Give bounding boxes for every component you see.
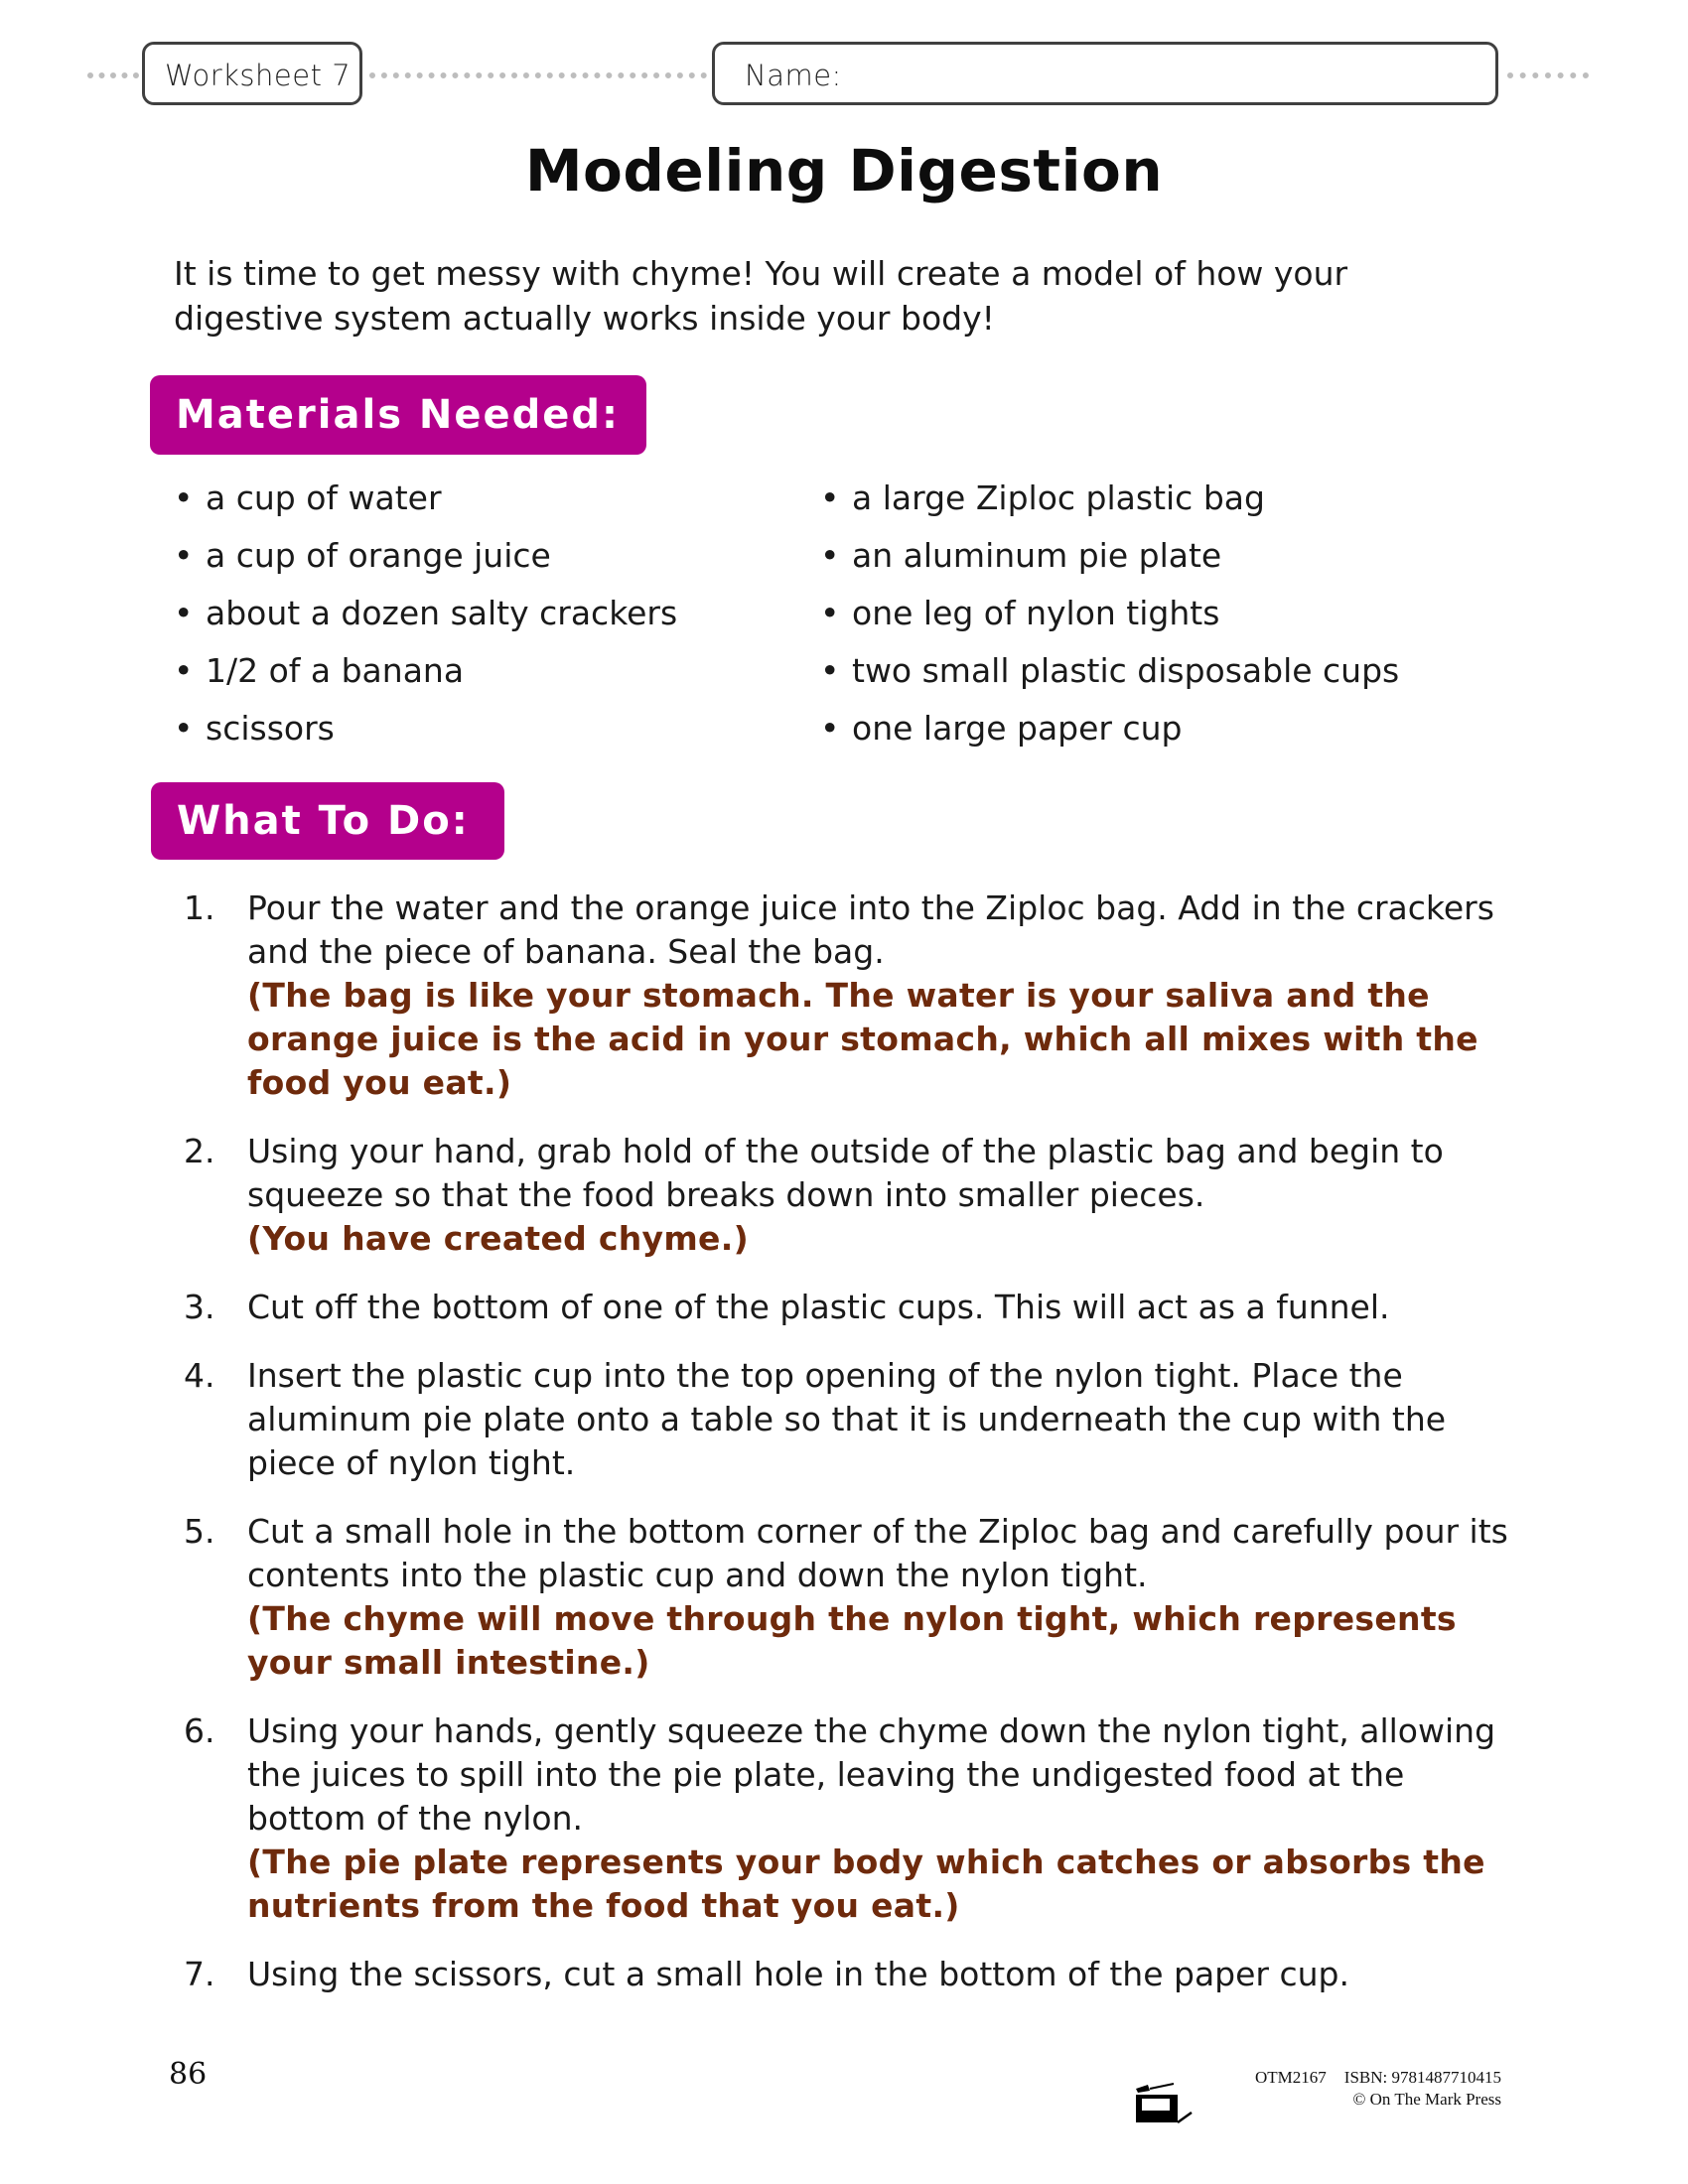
step-item	[184, 1953, 1514, 1996]
step-item	[184, 1510, 1514, 1685]
isbn: ISBN: 9781487710415	[1343, 2068, 1501, 2087]
bullet-icon: •	[820, 478, 840, 517]
step-item	[184, 1354, 1514, 1485]
material-item: • two small plastic disposable cups	[820, 645, 1399, 703]
step-text: Using the scissors, cut a small hole in the bottom of the paper cup.	[247, 1955, 1349, 1993]
step-number: 3.	[184, 1288, 215, 1326]
step-number: 1.	[184, 888, 215, 927]
steps-heading: What To Do:	[177, 798, 470, 844]
bullet-icon: •	[820, 594, 840, 632]
page-title: Modeling Digestion	[524, 137, 1164, 205]
product-code: OTM2167	[1255, 2068, 1327, 2087]
step-note: (The bag is like your stomach. The water is your saliva and the orange juice is the acid in your stomach, which all mixes with the food you eat.)	[247, 976, 1478, 1102]
name-field-label: Name:	[745, 59, 842, 92]
step-item	[184, 1709, 1514, 1928]
step-number: 5.	[184, 1512, 215, 1551]
step-number: 2.	[184, 1132, 215, 1170]
steps-heading-badge	[151, 782, 504, 860]
material-item: • a cup of orange juice	[174, 530, 677, 588]
photocopier-icon	[1134, 2083, 1196, 2124]
material-item: • an aluminum pie plate	[820, 530, 1399, 588]
material-item: • 1/2 of a banana	[174, 645, 677, 703]
steps-list	[184, 887, 1514, 1996]
materials-heading-badge	[150, 375, 646, 455]
worksheet-label-box	[142, 42, 362, 105]
header-dotted-rule-left	[87, 72, 139, 78]
step-text: Insert the plastic cup into the top opening of the nylon tight. Place the aluminum pie plate onto a table so that it is underneath the cup with the piece of nylon tight.	[247, 1356, 1447, 1482]
material-item: • scissors	[174, 703, 677, 760]
step-number: 6.	[184, 1711, 215, 1750]
step-text: Pour the water and the orange juice into the Ziploc bag. Add in the crackers and the piece of banana. Seal the bag.	[247, 888, 1494, 971]
step-note: (The pie plate represents your body which catches or absorbs the nutrients from the food that you eat.)	[247, 1843, 1485, 1925]
header-dotted-rule-right	[1507, 72, 1589, 78]
bullet-icon: •	[820, 709, 840, 748]
bullet-icon: •	[174, 651, 194, 690]
step-note: (You have created chyme.)	[247, 1219, 749, 1258]
step-item	[184, 887, 1514, 1105]
header-dotted-rule-middle	[369, 72, 707, 78]
step-text: Cut a small hole in the bottom corner of the Ziploc bag and carefully pour its contents into the plastic cup and down the nylon tight.	[247, 1512, 1508, 1594]
step-text: Cut off the bottom of one of the plastic cups. This will act as a funnel.	[247, 1288, 1390, 1326]
page-number: 86	[169, 2057, 208, 2092]
step-item	[184, 1286, 1514, 1329]
step-note: (The chyme will move through the nylon tight, which represents your small intestine.)	[247, 1599, 1457, 1682]
materials-list-left	[174, 473, 677, 760]
bullet-icon: •	[820, 536, 840, 575]
material-item: • one leg of nylon tights	[820, 588, 1399, 645]
name-field[interactable]	[712, 42, 1498, 105]
bullet-icon: •	[174, 709, 194, 748]
step-text: Using your hands, gently squeeze the chyme down the nylon tight, allowing the juices to spill into the pie plate, leaving the undigested food at the bottom of the nylon.	[247, 1711, 1496, 1838]
bullet-icon: •	[174, 478, 194, 517]
bullet-icon: •	[174, 594, 194, 632]
step-number: 7.	[184, 1955, 215, 1993]
material-item: • a large Ziploc plastic bag	[820, 473, 1399, 530]
bullet-icon: •	[820, 651, 840, 690]
material-item: • a cup of water	[174, 473, 677, 530]
bullet-icon: •	[174, 536, 194, 575]
materials-heading: Materials Needed:	[176, 392, 621, 438]
material-item: • one large paper cup	[820, 703, 1399, 760]
intro-paragraph: It is time to get messy with chyme! You will create a model of how your digestive system actually works inside your body!	[174, 254, 1348, 338]
publisher-info	[1255, 2067, 1501, 2111]
copyright: © On The Mark Press	[1352, 2090, 1501, 2109]
worksheet-label: Worksheet 7	[165, 59, 352, 92]
step-item	[184, 1130, 1514, 1261]
material-item: • about a dozen salty crackers	[174, 588, 677, 645]
materials-list-right	[820, 473, 1399, 760]
step-text: Using your hand, grab hold of the outside of the plastic bag and begin to squeeze so that the food breaks down into smaller pieces.	[247, 1132, 1444, 1214]
step-number: 4.	[184, 1356, 215, 1395]
